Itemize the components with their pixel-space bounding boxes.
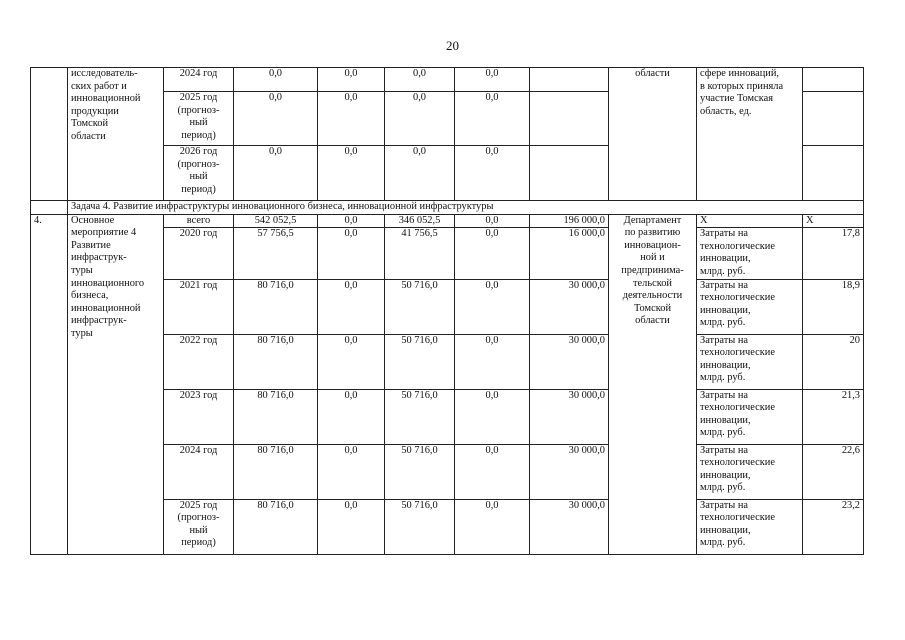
local-cell: 0,0: [455, 214, 530, 228]
regional-cell: 50 716,0: [385, 444, 455, 499]
year-cell: 2020 год: [164, 228, 234, 279]
indicator-cell: Затраты на технологические инновации, млрд. руб.: [697, 389, 803, 444]
indicator-cell: Затраты на технологические инновации, млрд. руб.: [697, 279, 803, 334]
total-cell: 80 716,0: [234, 444, 318, 499]
program-table: [30, 67, 864, 555]
indicator-value-cell: 20: [803, 334, 864, 389]
total-cell: 80 716,0: [234, 389, 318, 444]
extrabudget-cell: [530, 68, 609, 92]
regional-cell: 0,0: [385, 92, 455, 146]
federal-cell: 0,0: [318, 499, 385, 554]
task-title: Задача 4. Развитие инфраструктуры инновационного бизнеса, инновационной инфраструктуры: [68, 201, 864, 215]
executor-cell: Департамент по развитию инновацион- ной и предпринима- тельской деятельности Томской области: [609, 214, 697, 554]
local-cell: 0,0: [455, 389, 530, 444]
indicator-value-cell: [803, 92, 864, 146]
year-cell: 2021 год: [164, 279, 234, 334]
extrabudget-cell: 30 000,0: [530, 499, 609, 554]
year-cell: всего: [164, 214, 234, 228]
table-row: [31, 214, 864, 228]
indicator-cell: сфере инноваций, в которых приняла участие Томская область, ед.: [697, 68, 803, 201]
regional-cell: 0,0: [385, 146, 455, 201]
extrabudget-cell: 30 000,0: [530, 444, 609, 499]
row-number-cell: 4.: [31, 214, 68, 554]
total-cell: 80 716,0: [234, 334, 318, 389]
indicator-value-cell: 21,3: [803, 389, 864, 444]
regional-cell: 50 716,0: [385, 334, 455, 389]
measure-name-cell: Основное мероприятие 4 Развитие инфраструк- туры инновационного бизнеса, инновационной инфраструк- туры: [68, 214, 164, 554]
local-cell: 0,0: [455, 334, 530, 389]
year-cell: 2026 год (прогноз- ный период): [164, 146, 234, 201]
regional-cell: 50 716,0: [385, 279, 455, 334]
federal-cell: 0,0: [318, 334, 385, 389]
total-cell: 0,0: [234, 68, 318, 92]
federal-cell: 0,0: [318, 92, 385, 146]
local-cell: 0,0: [455, 92, 530, 146]
extrabudget-cell: 30 000,0: [530, 279, 609, 334]
local-cell: 0,0: [455, 279, 530, 334]
federal-cell: 0,0: [318, 389, 385, 444]
indicator-value-cell: [803, 146, 864, 201]
indicator-cell: Затраты на технологические инновации, млрд. руб.: [697, 444, 803, 499]
indicator-value-cell: 18,9: [803, 279, 864, 334]
year-cell: 2024 год: [164, 68, 234, 92]
indicator-cell: Х: [697, 214, 803, 228]
total-cell: 0,0: [234, 92, 318, 146]
extrabudget-cell: 16 000,0: [530, 228, 609, 279]
task-row: [31, 201, 864, 215]
task-num-cell: [31, 201, 68, 215]
row-number-cell: [31, 68, 68, 201]
extrabudget-cell: 30 000,0: [530, 334, 609, 389]
local-cell: 0,0: [455, 68, 530, 92]
table-body: [31, 68, 864, 555]
year-cell: 2024 год: [164, 444, 234, 499]
extrabudget-cell: 196 000,0: [530, 214, 609, 228]
regional-cell: 50 716,0: [385, 389, 455, 444]
local-cell: 0,0: [455, 444, 530, 499]
indicator-value-cell: 17,8: [803, 228, 864, 279]
year-cell: 2023 год: [164, 389, 234, 444]
indicator-value-cell: [803, 68, 864, 92]
local-cell: 0,0: [455, 146, 530, 201]
page-number: 20: [446, 38, 459, 53]
federal-cell: 0,0: [318, 444, 385, 499]
extrabudget-cell: 30 000,0: [530, 389, 609, 444]
indicator-cell: Затраты на технологические инновации, млрд. руб.: [697, 228, 803, 279]
federal-cell: 0,0: [318, 214, 385, 228]
federal-cell: 0,0: [318, 228, 385, 279]
extrabudget-cell: [530, 146, 609, 201]
year-cell: 2022 год: [164, 334, 234, 389]
federal-cell: 0,0: [318, 68, 385, 92]
indicator-value-cell: Х: [803, 214, 864, 228]
executor-cell: области: [609, 68, 697, 201]
total-cell: 80 716,0: [234, 499, 318, 554]
extrabudget-cell: [530, 92, 609, 146]
year-cell: 2025 год (прогноз- ный период): [164, 499, 234, 554]
federal-cell: 0,0: [318, 146, 385, 201]
year-cell: 2025 год (прогноз- ный период): [164, 92, 234, 146]
regional-cell: 50 716,0: [385, 499, 455, 554]
total-cell: 80 716,0: [234, 279, 318, 334]
indicator-cell: Затраты на технологические инновации, млрд. руб.: [697, 499, 803, 554]
measure-name-cell: исследователь- ских работ и инновационной продукции Томской области: [68, 68, 164, 201]
indicator-value-cell: 22,6: [803, 444, 864, 499]
federal-cell: 0,0: [318, 279, 385, 334]
total-cell: 0,0: [234, 146, 318, 201]
table-row: [31, 68, 864, 92]
local-cell: 0,0: [455, 228, 530, 279]
indicator-cell: Затраты на технологические инновации, млрд. руб.: [697, 334, 803, 389]
regional-cell: 346 052,5: [385, 214, 455, 228]
indicator-value-cell: 23,2: [803, 499, 864, 554]
total-cell: 542 052,5: [234, 214, 318, 228]
regional-cell: 0,0: [385, 68, 455, 92]
regional-cell: 41 756,5: [385, 228, 455, 279]
local-cell: 0,0: [455, 499, 530, 554]
total-cell: 57 756,5: [234, 228, 318, 279]
